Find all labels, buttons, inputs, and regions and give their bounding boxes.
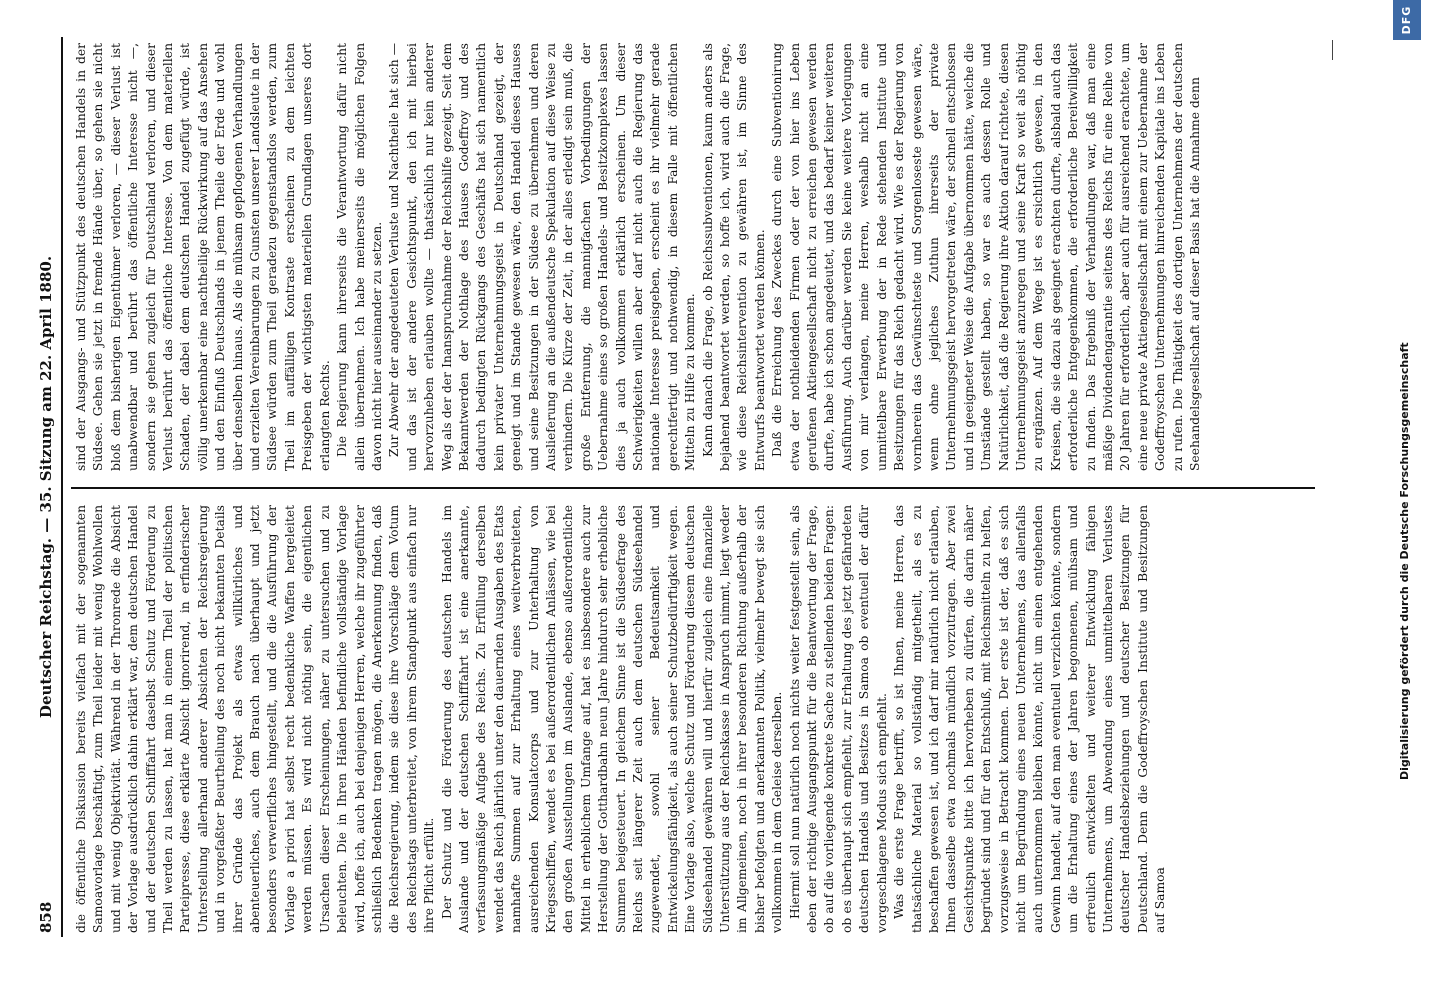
corner-mark (1322, 40, 1333, 60)
paragraph: Der Schutz und die Förderung des deutschen Handels im Auslande und der deutschen Schifffahrt ist eine anerkannte, verfassungsmäßige Aufgabe des Reichs. Zu Erfüllung derselben wendet das Reich jährlich unter den dauernden Ausgaben des Etats namhafte Summen auf zur Erhaltung eines weitverbreiteten, ausreichenden Konsulatcorps und zur Unterhaltung von Kriegsschiffen, wendet es bei außerordentlichen Anlässen, wie bei den großen Ausstellungen im Auslande, ebenso außerordentliche Mittel in erheblichem Umfange auf, hat es insbesondere auch zur Herstellung der Gotthardbahn neun Jahre hindurch sehr erhebliche Summen beigesteuert. In gleichem Sinne ist die Südseefrage des Reichs seit längerer Zeit auch dem deutschen Südseehandel zugewendet, sowohl seiner Bedeutsamkeit und Entwickelungsfähigkeit, als auch seiner Schutzbedürftigkeit wegen. Eine Vorlage also, welche Schutz und Förderung diesem deutschen Südseehandel gewähren will und hierfür zugleich eine finanzielle Unterstützung aus der Reichskasse in Anspruch nimmt, liegt weder im Allgemeinen, noch in ihrer besonderen Richtung außerhalb der bisher befolgten und anerkannten Politik, vielmehr bewegt sie sich vollkommen in dem Geleise derselben. (439, 505, 785, 933)
document-page (37, 37, 1337, 937)
paragraph: Die Regierung kann ihrerseits die Verantwortung dafür nicht allein übernehmen. Ich habe meinerseits die möglichen Folgen davon nicht hier auseinander zu setzen. (335, 43, 384, 471)
paragraph: Zur Abwehr der angedeuteten Verluste und Nachtheile hat sich — und das ist der andere Gesichtspunkt, den ich mit hierbei hervorzuheben erlauben wollte — thatsächlich nur kein anderer Weg als der der Inanspruchnahme der Reichshilfe gezeigt. Seit dem Bekanntwerden der Nothlage des Hauses Godeffroy und des dadurch bedingten Rückgangs des Geschäfts hat sich namentlich kein privater Unternehmungsgeist in Deutschland gezeigt, der geneigt und im Stande gewesen wäre, den Handel dieses Hauses und seine Besitzungen in der Südsee zu übernehmen und deren Auslieferung an die außendeutsche Spekulation auf diese Weise zu verhindern. Die Kürze der Zeit, in der alles erledigt sein muß, die große Entfernung, die mannigfachen Vorbedingungen der Uebernahme eines so großen Handels- und Besitzkomplexes lassen dies ja auch vollkommen erklärlich erscheinen. Um dieser Schwierigkeiten willen aber darf nicht auch die Regierung das nationale Interesse preisgeben, erscheint es ihr vielmehr gerade gerechtfertigt und nothwendig, in diesem Falle mit öffentlichen Mitteln zu Hilfe zu kommen. (387, 43, 698, 471)
right-column (73, 43, 1313, 471)
dfg-logo: DFG (1393, 0, 1421, 40)
paragraph: Was die erste Frage betrifft, so ist Ihnen, meine Herren, das thatsächliche Material so vollständig mitgetheilt, als es zu beschaffen gewesen ist, und ich darf mir natürlich nicht erlauben, Ihnen dasselbe etwa nochmals mündlich vorzutragen. Aber zwei Gesichtspunkte bitte ich hervorheben zu dürfen, die darin näher begründet sind und für den Entschluß, mit Reichsmitteln zu helfen, vorzugsweise in Betracht kommen. Der erste ist der, daß es sich nicht um Begründung eines neuen Unternehmens, das allenfalls auch unternommen bleiben könnte, nicht um einen entgehenden Gewinn handelt, auf den man eventuell verzichten könnte, sondern um die Erhaltung eines der Jahren begonnenen, mühsam und erfreulich entwickelten und weiterer Entwicklung fähigen Unternehmens, um Abwendung eines unmittelbaren Verlustes deutscher Handelsbeziehungen und deutscher Besitzungen für Deutschland. Denn die Godeffroyschen Institute und Besitzungen auf Samoa (892, 505, 1168, 933)
paragraph: Kann danach die Frage, ob Reichssubventionen, kaum anders als bejahend beantwortet werden, so hoffe ich, wird auch die Frage, wie diese Reichsintervention zu gewähren ist, im Sinne des Entwurfs beantwortet werden können. (700, 43, 767, 471)
digitization-credit: Digitalisierung gefördert durch die Deutsche Forschungsgemeinschaft (1398, 342, 1411, 780)
paragraph: sind der Ausgangs- und Stützpunkt des deutschen Handels in der Südsee. Gehen sie jetzt in fremde Hände über, so gehen sie nicht bloß dem bisherigen Eigenthümer verloren, — dieser Verlust ist unabwendbar und berührt das öffentliche Interesse nicht —, sondern sie gehen zugleich für Deutschland verloren, und dieser Verlust berührt das öffentliche Interesse. Von dem materiellen Schaden, der dabei dem deutschen Handel zugefügt würde, ist völlig unerkennbar eine nachtheilige Rückwirkung auf das Ansehen und den Einfluß Deutschlands in jenem Theile der Erde und wohl über denselben hinaus. Als die mühsam gepflogenen Verhandlungen und erzielten Vereinbarungen zu Gunsten unserer Landsleute in der Südsee würden zum Theil geradezu gegenstandslos werden, zum Theil im auffälligen Kontraste erscheinen zu dem leichten Preisgeben der wichtigsten materiellen Grundlagen unseres dort erlangten Rechts. (74, 43, 332, 471)
margin-credit (1392, 0, 1422, 1000)
running-head (37, 37, 59, 937)
paragraph: Daß die Erreichung des Zweckes durch eine Subventionirung etwa der nothleidenden Firmen oder der von hier ins Leben gerufenen Aktiengesellschaft nicht zu erreichen gewesen werden durfte, habe ich schon angedeutet, und das bedarf keiner weiteren Ausführung. Auch darüber werden Sie keine weitere Vorlegungen von mir verlangen, meine Herren, weshalb nicht an eine unmittelbare Erwerbung der in Rede stehenden Institute und Besitzungen für das Reich gedacht wird. Wie es der Regierung von vornherein das Gewünschteste und Sorgenloseste gewesen wäre, wenn ohne jegliches Zuthun ihrerseits der private Unternehmungsgeist hervorgetreten wäre, der schnell entschlossen und in geeigneter Weise die Aufgabe übernommen hätte, welche die Umstände gestellt haben, so war es auch dessen Rolle und Natürlichkeit, daß die Regierung ihre Aktion darauf richtete, diesen Unternehmungsgeist anzuregen und seine Kraft so weit als nöthig zu ergänzen. Auf dem Wege ist es ersichtlich gewesen, in den Kreisen, die sie dazu als geeignet erachten durfte, alsbald auch das erforderliche Entgegenkommen, die erforderliche Bereitwilligkeit zu finden. Das Ergebniß der Verhandlungen war, daß man eine mäßige Dividendengarantie seitens des Reichs für eine Reihe von 20 Jahren für erforderlich, aber auch für ausreichend erachtete, um eine neue private Aktiengesellschaft mit einem zur Uebernahme der Godeffroyschen Unternehmungen hinreichenden Kapitale ins Leben zu rufen. Die Thätigkeit des dortigen Unternehmens der deutschen Seehandelsgesellschaft auf dieser Basis hat die Annahme denn (770, 43, 1202, 471)
column-divider (71, 487, 1315, 489)
paragraph: die öffentliche Diskussion bereits vielfach mit der sogenannten Samoavorlage beschäftigt, zum Theil leider mit wenig Wohlwollen und mit wenig Objektivität. Während in der Thronrede die Absicht der Vorlage ausdrücklich dahin erklärt war, dem deutschen Handel und der deutschen Schifffahrt daselbst Schutz und Förderung zu Theil werden zu lassen, hat man in einem Theil der politischen Parteipresse, diese erklärte Absicht ignorirend, in erfinderischer Unterstellung allerhand anderer Absichten der Reichsregierung und in vorgefaßter Beurtheilung des noch nicht bekannten Details ihrer Gründe das Projekt als etwas willkürliches und abenteuerliches, auch dem Brauch nach überhaupt und jetzt besonders verwerfliches hingestellt, und die die Ausführung der Vorlage a priori hat selbst recht bedenkliche Waffen hergeleitet werden müssen. Es wird nicht nöthig sein, die eigentlichen Ursachen dieser Erscheinungen, näher zu untersuchen und zu beleuchten. Die in Ihren Händen befindliche vollständige Vorlage wird, hoffe ich, auch bei denjenigen Herren, welche ihr zugeführter schließlich Bedenken tragen mögen, die Anerkennung finden, daß die Reichsregierung, indem sie diese ihre Vorschläge dem Votum des Reichstags unterbreitet, von ihrem Standpunkt aus einfach nur ihre Pflicht erfüllt. (74, 505, 437, 933)
paragraph: Hiermit soll nun natürlich noch nichts weiter festgestellt sein, als eben der richtige Ausgangspunkt für die Beantwortung der Frage, ob auf die vorliegende konkrete Sache zu stellenden beiden Fragen: ob es überhaupt sich empfiehlt, zur Erhaltung des jetzt gefährdeten deutschen Handels und Besitzes in Samoa ob eventuell der dafür vorgeschlagene Modus sich empfiehlt. (787, 505, 889, 933)
page-title: Deutscher Reichstag. — 35. Sitzung am 22. April 1880. (37, 255, 55, 719)
header-rule (61, 37, 63, 937)
page-number: 858 (37, 901, 55, 933)
left-column (73, 505, 1313, 933)
